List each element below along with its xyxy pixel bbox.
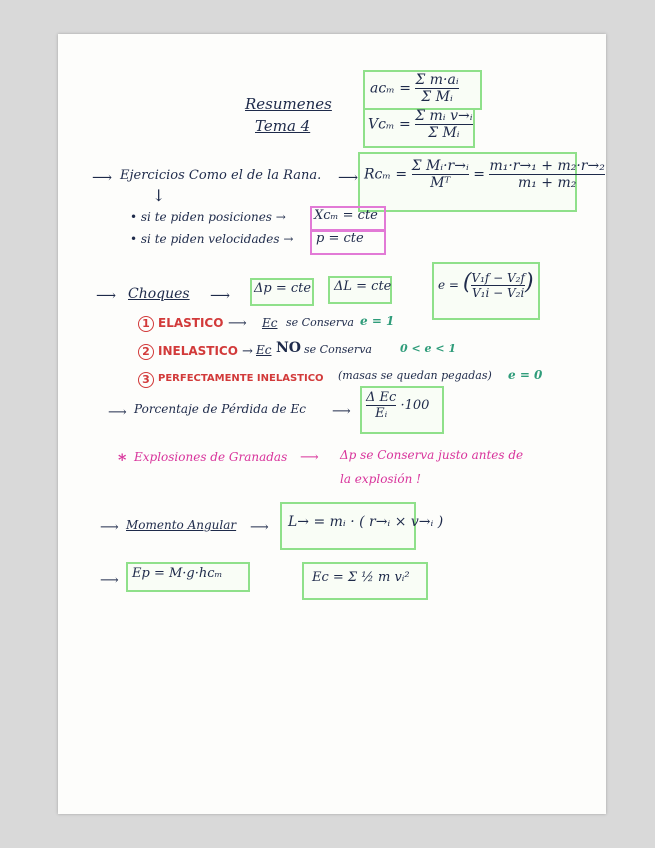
arrow-icon: ⟶ <box>108 405 127 420</box>
momento-label: Momento Angular <box>126 518 237 532</box>
dp-formula: Δp = cte <box>254 281 312 296</box>
page-subtitle: Tema 4 <box>255 117 311 135</box>
item2-name: INELASTICO <box>158 344 238 358</box>
arrow-icon: ⟶ <box>228 316 247 331</box>
item3-e: e = 0 <box>508 368 543 382</box>
item2-e: 0 < e < 1 <box>400 342 457 355</box>
item1-number: 1 <box>138 316 154 332</box>
arrow-icon: ⟶ <box>100 573 119 588</box>
dl-formula: ΔL = cte <box>334 279 392 294</box>
acm-formula: aᴄₘ = $\frac{\text{Σ m·aᵢ}}{\text{Σ Mᵢ}}$ <box>370 72 459 105</box>
choques-label: Choques <box>128 286 190 302</box>
item1-e: e = 1 <box>360 314 395 328</box>
vcm-formula: Vᴄₘ = $\frac{\text{Σ mᵢ v→ᵢ}}{\text{Σ Mᵢ}}$ <box>368 108 473 141</box>
item1-rest: se Conserva <box>286 316 354 329</box>
porcentaje-formula: $\frac{\text{Δ Ec}}{\text{Eᵢ}}$ ·100 <box>366 390 430 421</box>
arrow-icon: ⟶ <box>100 520 119 535</box>
item2-rest: se Conserva <box>304 343 372 356</box>
arrow-icon: ⟶ <box>338 170 359 186</box>
porcentaje-label: Porcentaje de Pérdida de Ec <box>134 402 306 416</box>
explosiones-result-2: la explosión ! <box>340 472 422 486</box>
explosiones-label: Explosiones de Granadas <box>134 450 288 464</box>
momento-formula: L→ = mᵢ · ( r→ᵢ × v→ᵢ ) <box>288 514 444 530</box>
arrow-icon: ⟶ <box>300 450 319 465</box>
rcm-formula: Rᴄₘ = $\frac{\text{Σ Mᵢ·r→ᵢ}}{\text{Mᵀ}}$ = $\frac{\text{m₁·r→₁ + m₂·r→₂}}{\text{m₁ + m₂}}$ <box>364 158 605 191</box>
bullet-posiciones: • si te piden posiciones → <box>130 210 286 224</box>
item3-number: 3 <box>138 372 154 388</box>
arrow-icon: ⟶ <box>332 404 351 419</box>
e-formula: e = ( $\frac{\text{V₁f − V₂f}}{\text{V₁i − V₂i}}$ ) <box>438 270 534 300</box>
down-arrow-icon: ↓ <box>152 186 166 205</box>
arrow-icon: ⟶ <box>96 288 117 304</box>
page-title: Resumenes <box>245 95 332 113</box>
xcm-result: Xᴄₘ = cte <box>314 208 378 223</box>
item3-note: (masas se quedan pegadas) <box>338 369 492 382</box>
ejercicios-label: Ejercicios Como el de la Rana. <box>120 168 322 183</box>
notebook-page <box>58 34 606 814</box>
item2-ec: Ec <box>256 343 272 357</box>
arrow-icon: → <box>242 344 253 359</box>
p-result: p = cte <box>316 231 364 246</box>
arrow-icon: ⟶ <box>250 520 269 535</box>
arrow-icon: ⟶ <box>210 288 231 304</box>
item1-ec: Ec <box>262 316 278 330</box>
bullet-velocidades: • si te piden velocidades → <box>130 232 294 246</box>
item3-name: PERFECTAMENTE INELASTICO <box>158 373 324 384</box>
item2-no: NO <box>276 340 301 356</box>
star-icon: * <box>118 450 127 469</box>
item1-name: ELASTICO <box>158 316 224 330</box>
ec-formula: Ec = Σ ½ m vᵢ² <box>312 570 410 585</box>
explosiones-result: Δp se Conserva justo antes de <box>340 448 524 462</box>
arrow-icon: ⟶ <box>92 170 113 186</box>
ep-formula: Ep = M·g·hᴄₘ <box>132 566 223 581</box>
item2-number: 2 <box>138 344 154 360</box>
